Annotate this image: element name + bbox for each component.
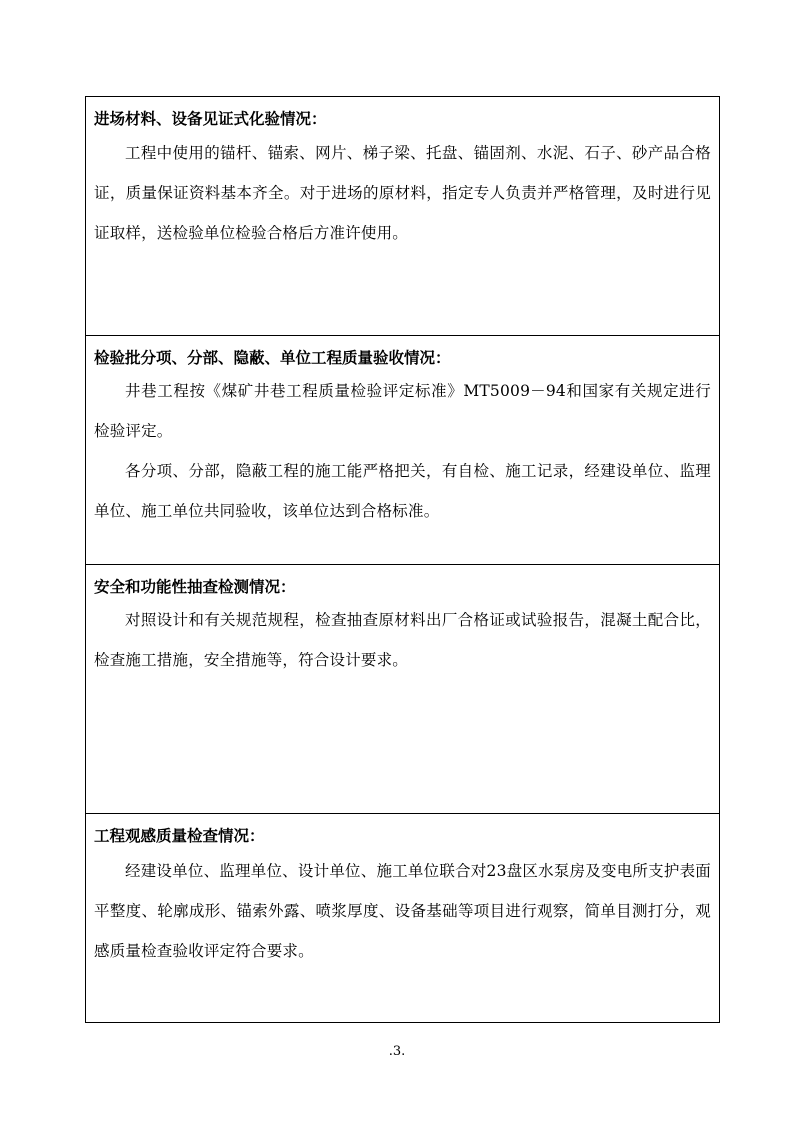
section-heading: 工程观感质量检查情况： (94, 827, 265, 845)
section-body (94, 133, 711, 253)
section-visual-quality (86, 814, 719, 1022)
paragraph: 各分项、分部，隐蔽工程的施工能严格把关，有自检、施工记录，经建设单位、监理单位、施工单位共同验收，该单位达到合格标准。 (94, 462, 711, 520)
section-body (94, 851, 711, 971)
section-body (94, 371, 711, 531)
section-safety-inspection (86, 565, 719, 814)
section-quality-acceptance (86, 336, 719, 565)
paragraph: 经建设单位、监理单位、设计单位、施工单位联合对23盘区水泵房及变电所支护表面平整度、轮廓成形、锚索外露、喷浆厚度、设备基础等项目进行观察，简单目测打分，观感质量检查验收评定符合要求。 (94, 862, 711, 960)
section-body (94, 600, 711, 680)
paragraph: 工程中使用的锚杆、锚索、网片、梯子梁、托盘、锚固剂、水泥、石子、砂产品合格证，质量保证资料基本齐全。对于进场的原材料，指定专人负责并严格管理，及时进行见证取样，送检验单位检验合格后方准许使用。 (94, 144, 711, 242)
page-number: .3. (388, 1044, 406, 1059)
section-heading: 检验批分项、分部、隐蔽、单位工程质量验收情况： (94, 349, 451, 367)
document-table (85, 96, 720, 1023)
section-material-inspection (86, 97, 719, 336)
paragraph: 井巷工程按《煤矿井巷工程质量检验评定标准》MT5009－94和国家有关规定进行检验评定。 (94, 382, 711, 440)
section-heading: 安全和功能性抽查检测情况： (94, 578, 296, 596)
section-heading: 进场材料、设备见证式化验情况： (94, 110, 327, 128)
paragraph: 对照设计和有关规范规程，检查抽查原材料出厂合格证或试验报告，混凝土配合比，检查施工措施，安全措施等，符合设计要求。 (94, 611, 711, 669)
